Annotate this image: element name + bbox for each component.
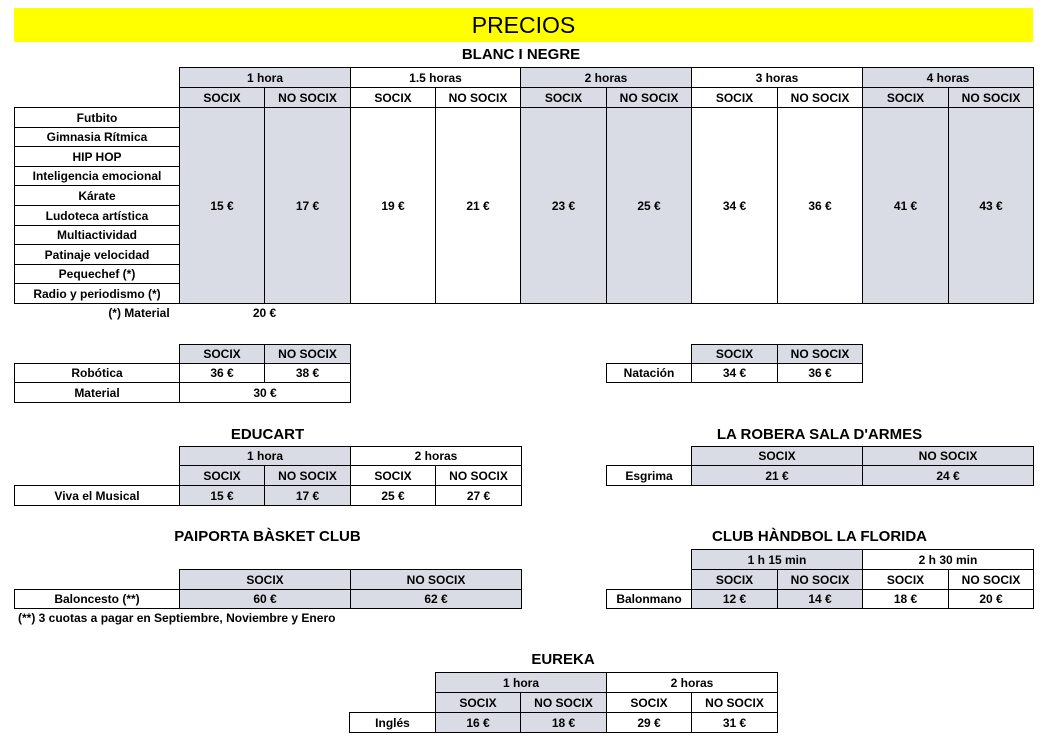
duration-header: 2 horas — [606, 672, 778, 693]
material-price: 20 € — [252, 306, 277, 320]
activity-label: Viva el Musical — [14, 485, 180, 506]
duration-header: 4 horas — [862, 67, 1034, 88]
material-price: 30 € — [179, 382, 351, 403]
activity-label: Patinaje velocidad — [14, 244, 180, 265]
duration-header: 3 horas — [691, 67, 863, 88]
material-label: Material — [14, 382, 180, 403]
price-cell: 21 € — [691, 465, 863, 486]
price-cell: 36 € — [777, 107, 863, 304]
socix-header: SOCIX — [691, 446, 863, 466]
socix-header: SOCIX — [179, 87, 265, 108]
socix-header: SOCIX — [606, 692, 692, 713]
no-socix-header: NO SOCIX — [435, 87, 521, 108]
price-cell: 17 € — [264, 107, 351, 304]
socix-header: SOCIX — [862, 569, 949, 590]
section-title-la-robera: LA ROBERA SALA D'ARMES — [716, 426, 923, 443]
no-socix-header: NO SOCIX — [264, 344, 351, 364]
price-cell: 15 € — [179, 107, 265, 304]
socix-header: SOCIX — [179, 344, 265, 364]
price-cell: 38 € — [264, 363, 351, 383]
price-cell: 24 € — [862, 465, 1034, 486]
activity-label: Natación — [606, 363, 692, 383]
activity-label: Inteligencia emocional — [14, 166, 180, 186]
activity-label: Ludoteca artística — [14, 205, 180, 226]
price-cell: 12 € — [691, 589, 778, 609]
activity-label: Pequechef (*) — [14, 264, 180, 284]
no-socix-header: NO SOCIX — [777, 344, 863, 364]
activity-label: Robótica — [14, 363, 180, 383]
paiporta-note: (**) 3 cuotas a pagar en Septiembre, Noviembre y Enero — [18, 611, 336, 625]
price-cell: 36 € — [179, 363, 265, 383]
price-cell: 21 € — [435, 107, 521, 304]
price-cell: 25 € — [606, 107, 692, 304]
duration-header: 2 horas — [520, 67, 692, 88]
section-title-club-handbol: CLUB HÀNDBOL LA FLORIDA — [712, 528, 927, 545]
section-title-blanc-i-negre: BLANC I NEGRE — [461, 46, 581, 63]
socix-header: SOCIX — [179, 569, 351, 590]
no-socix-header: NO SOCIX — [520, 692, 607, 713]
price-cell: 60 € — [179, 589, 351, 609]
duration-header: 1 h 15 min — [691, 549, 863, 570]
activity-label: Radio y periodismo (*) — [14, 283, 180, 304]
no-socix-header: NO SOCIX — [264, 87, 351, 108]
page-title: PRECIOS — [14, 8, 1033, 42]
activity-label: HIP HOP — [14, 146, 180, 167]
no-socix-header: NO SOCIX — [948, 87, 1034, 108]
price-cell: 43 € — [948, 107, 1034, 304]
socix-header: SOCIX — [350, 465, 436, 486]
socix-header: SOCIX — [435, 692, 521, 713]
section-title-paiporta: PAIPORTA BÀSKET CLUB — [174, 528, 361, 545]
price-cell: 27 € — [435, 485, 522, 506]
price-cell: 29 € — [606, 712, 692, 733]
activity-label: Kárate — [14, 185, 180, 206]
price-cell: 15 € — [179, 485, 265, 506]
socix-header: SOCIX — [691, 87, 778, 108]
price-cell: 41 € — [862, 107, 949, 304]
price-cell: 34 € — [691, 363, 778, 383]
section-title-educart: EDUCART — [230, 426, 305, 443]
section-title-eureka: EUREKA — [531, 651, 595, 668]
price-cell: 18 € — [862, 589, 949, 609]
no-socix-header: NO SOCIX — [777, 87, 863, 108]
no-socix-header: NO SOCIX — [350, 569, 522, 590]
activity-label: Multiactividad — [14, 225, 180, 245]
material-label: (*) Material — [108, 306, 170, 320]
socix-header: SOCIX — [350, 87, 436, 108]
duration-header: 1 hora — [435, 672, 607, 693]
price-cell: 14 € — [777, 589, 863, 609]
duration-header: 1 hora — [179, 67, 351, 88]
no-socix-header: NO SOCIX — [606, 87, 692, 108]
duration-header: 1 hora — [179, 446, 351, 466]
price-cell: 23 € — [520, 107, 607, 304]
activity-label: Baloncesto (**) — [14, 589, 180, 609]
price-cell: 62 € — [350, 589, 522, 609]
price-cell: 16 € — [435, 712, 521, 733]
no-socix-header: NO SOCIX — [264, 465, 351, 486]
duration-header: 2 h 30 min — [862, 549, 1034, 570]
socix-header: SOCIX — [691, 344, 778, 364]
price-cell: 17 € — [264, 485, 351, 506]
activity-label: Balonmano — [606, 589, 692, 609]
activity-label: Inglés — [349, 712, 436, 733]
price-cell: 18 € — [520, 712, 607, 733]
price-cell: 36 € — [777, 363, 863, 383]
duration-header: 1.5 horas — [350, 67, 521, 88]
no-socix-header: NO SOCIX — [435, 465, 522, 486]
no-socix-header: NO SOCIX — [948, 569, 1034, 590]
socix-header: SOCIX — [179, 465, 265, 486]
no-socix-header: NO SOCIX — [691, 692, 778, 713]
activity-label: Futbito — [14, 107, 180, 128]
price-cell: 31 € — [691, 712, 778, 733]
no-socix-header: NO SOCIX — [777, 569, 863, 590]
price-cell: 25 € — [350, 485, 436, 506]
socix-header: SOCIX — [520, 87, 607, 108]
socix-header: SOCIX — [691, 569, 778, 590]
price-cell: 20 € — [948, 589, 1034, 609]
activity-label: Gimnasia Rítmica — [14, 127, 180, 147]
duration-header: 2 horas — [350, 446, 522, 466]
price-cell: 34 € — [691, 107, 778, 304]
socix-header: SOCIX — [862, 87, 949, 108]
no-socix-header: NO SOCIX — [862, 446, 1034, 466]
price-cell: 19 € — [350, 107, 436, 304]
activity-label: Esgrima — [606, 465, 692, 486]
